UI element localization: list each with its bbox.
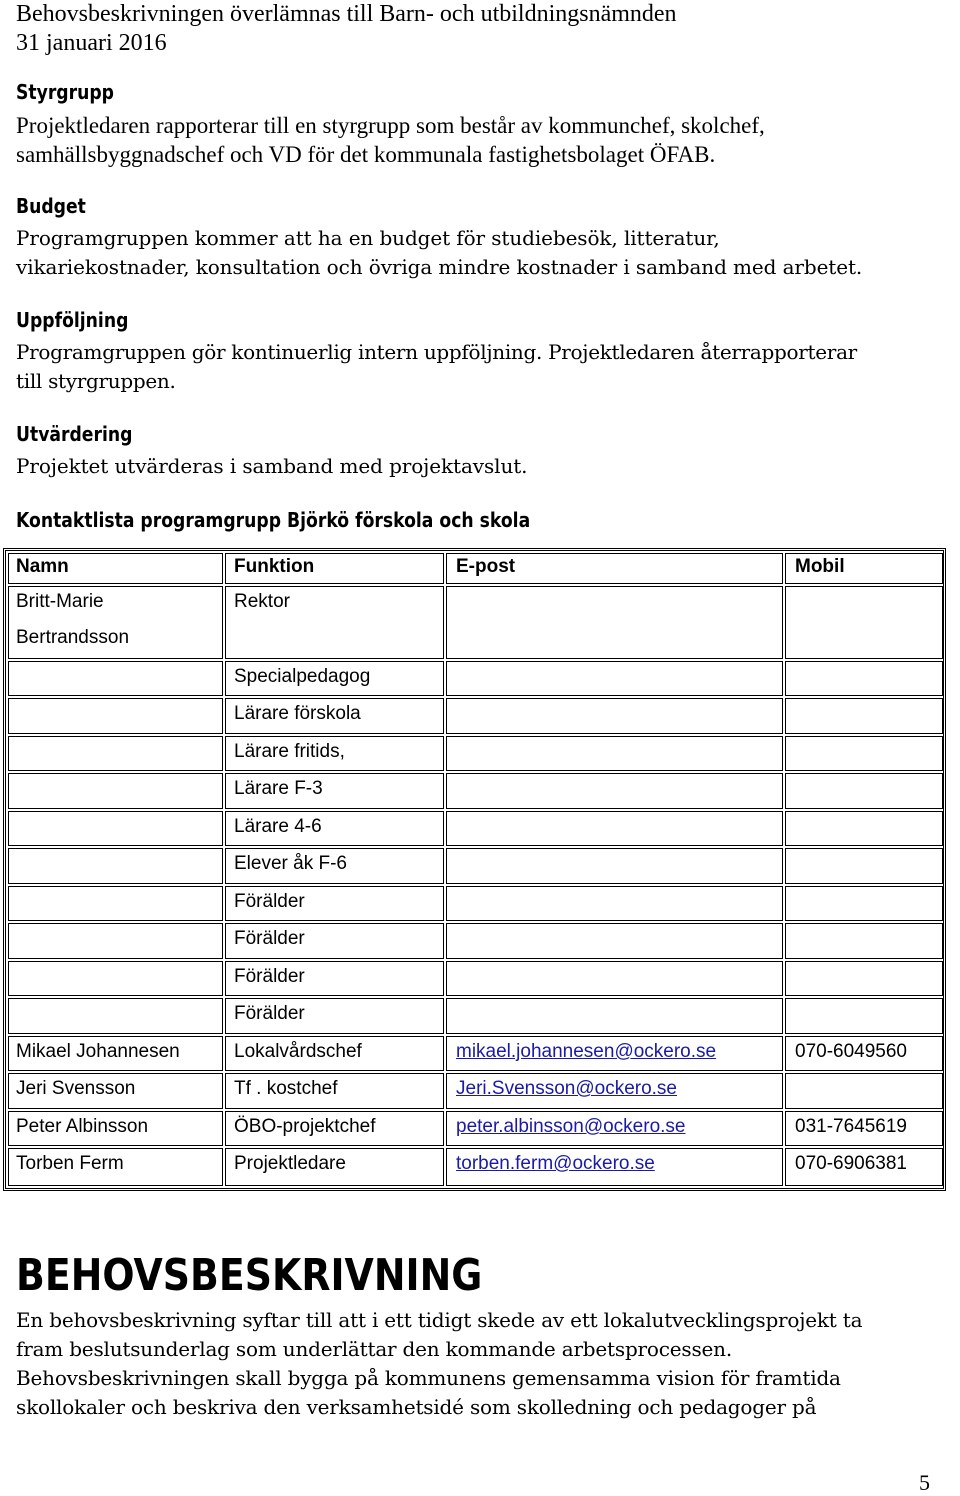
- behov-title: BEHOVSBESKRIVNING: [16, 1250, 483, 1301]
- table-cell: [785, 698, 943, 734]
- table-cell-func: Lärare förskola: [234, 703, 361, 724]
- table-cell-func: Elever åk F-6: [234, 853, 347, 874]
- table-cell: [8, 923, 223, 959]
- behov-body: [16, 1306, 956, 1422]
- behov-line-3: Behovsbeskrivningen skall bygga på kommunens gemensamma vision för framtida: [16, 1366, 841, 1390]
- table-cell: [785, 848, 943, 884]
- table-cell: [785, 923, 943, 959]
- table-cell-func: Förälder: [234, 928, 305, 949]
- table-cell-name-line-2: Bertrandsson: [16, 627, 130, 648]
- table-cell-email[interactable]: peter.albinsson@ockero.se: [456, 1116, 686, 1137]
- table-cell: [8, 698, 223, 734]
- behov-line-1: En behovsbeskrivning syftar till att i ett tidigt skede av ett lokalutvecklingsprojekt ta: [16, 1308, 863, 1332]
- table-cell: [785, 773, 943, 809]
- table-cell: [785, 661, 943, 696]
- table-cell: [785, 811, 943, 846]
- table-cell: [8, 811, 223, 846]
- section-body-uppfoljning: [16, 338, 960, 396]
- table-cell: [446, 586, 783, 659]
- utvardering-line-1: Projektet utvärderas i samband med projektavslut.: [16, 454, 528, 478]
- table-cell-name: Mikael Johannesen: [16, 1041, 180, 1062]
- table-cell: [446, 698, 783, 734]
- uppfoljning-line-1: Programgruppen gör kontinuerlig intern uppföljning. Projektledaren återrapporterar: [16, 340, 857, 364]
- table-cell: [785, 998, 943, 1034]
- table-cell-name: Britt-Marie: [16, 591, 104, 612]
- table-cell-email[interactable]: mikael.johannesen@ockero.se: [456, 1041, 717, 1062]
- table-cell: [446, 998, 783, 1034]
- contact-list-title: Kontaktlista programgrupp Björkö förskola och skola: [16, 508, 531, 532]
- section-body-styrgrupp: [16, 111, 956, 169]
- table-cell-func: Förälder: [234, 966, 305, 987]
- table-cell: [446, 661, 783, 696]
- table-cell: [785, 736, 943, 771]
- behov-line-4: skollokaler och beskriva den verksamhetsidé som skolledning och pedagoger på: [16, 1395, 817, 1419]
- budget-line-2: vikariekostnader, konsultation och övriga mindre kostnader i samband med arbetet.: [16, 255, 863, 279]
- table-cell-func: Förälder: [234, 891, 305, 912]
- table-cell-func: Rektor: [234, 591, 290, 612]
- table-cell-name: Peter Albinsson: [16, 1116, 149, 1137]
- table-cell: [8, 886, 223, 921]
- section-title-utvardering: Utvärdering: [16, 422, 133, 446]
- table-cell: [785, 961, 943, 996]
- table-cell-func: Tf . kostchef: [234, 1078, 338, 1099]
- header-line-1: Behovsbeskrivningen överlämnas till Barn- och utbildningsnämnden: [16, 1, 677, 27]
- table-cell-func: Lärare F-3: [234, 778, 323, 799]
- table-cell-mobile: 031-7645619: [795, 1116, 907, 1137]
- section-body-budget: [16, 224, 956, 282]
- table-cell: [446, 773, 783, 809]
- uppfoljning-line-2: till styrgruppen.: [16, 369, 176, 393]
- table-cell: [446, 736, 783, 771]
- section-title-uppfoljning: Uppföljning: [16, 308, 129, 332]
- table-cell: [446, 961, 783, 996]
- table-cell: [8, 998, 223, 1034]
- table-cell-func: Projektledare: [234, 1153, 346, 1174]
- table-cell-func: Lärare 4-6: [234, 816, 322, 837]
- table-cell-func: ÖBO-projektchef: [234, 1116, 376, 1137]
- table-cell: [446, 923, 783, 959]
- document-header: [16, 0, 677, 58]
- table-cell: [8, 961, 223, 996]
- section-title-budget: Budget: [16, 194, 86, 218]
- table-cell: [8, 773, 223, 809]
- budget-line-1: Programgruppen kommer att ha en budget för studiebesök, litteratur,: [16, 226, 720, 250]
- table-cell: [8, 736, 223, 771]
- table-cell: [446, 811, 783, 846]
- table-cell-name: Jeri Svensson: [16, 1078, 136, 1099]
- table-header-email: E-post: [456, 556, 516, 577]
- header-date: 31 januari 2016: [16, 30, 167, 56]
- table-cell-mobile: 070-6049560: [795, 1041, 907, 1062]
- table-cell: [8, 848, 223, 884]
- table-cell: [785, 586, 943, 659]
- table-cell-func: Lokalvårdschef: [234, 1041, 362, 1062]
- section-body-utvardering: [16, 452, 956, 481]
- table-header-name: Namn: [16, 556, 69, 577]
- table-cell-func: Specialpedagog: [234, 666, 371, 687]
- table-cell: [446, 886, 783, 921]
- table-cell: [785, 886, 943, 921]
- styrgrupp-line-2: samhällsbyggnadschef och VD för det kommunala fastighetsbolaget ÖFAB.: [16, 142, 716, 167]
- table-cell: [8, 661, 223, 696]
- section-title-styrgrupp: Styrgrupp: [16, 80, 114, 104]
- table-cell-name: Torben Ferm: [16, 1153, 124, 1174]
- table-cell-func: Förälder: [234, 1003, 305, 1024]
- table-cell: [446, 848, 783, 884]
- table-cell-func: Lärare fritids,: [234, 741, 345, 762]
- table-header-mobile: Mobil: [795, 556, 845, 577]
- table-cell-email[interactable]: torben.ferm@ockero.se: [456, 1153, 655, 1174]
- styrgrupp-line-1: Projektledaren rapporterar till en styrgrupp som består av kommunchef, skolchef,: [16, 113, 765, 138]
- page-number: 5: [919, 1470, 930, 1495]
- table-cell-email[interactable]: Jeri.Svensson@ockero.se: [456, 1078, 677, 1099]
- table-cell: [785, 1073, 943, 1109]
- table-header-func: Funktion: [234, 556, 315, 577]
- table-cell-mobile: 070-6906381: [795, 1153, 907, 1174]
- behov-line-2: fram beslutsunderlag som underlättar den kommande arbetsprocessen.: [16, 1337, 732, 1361]
